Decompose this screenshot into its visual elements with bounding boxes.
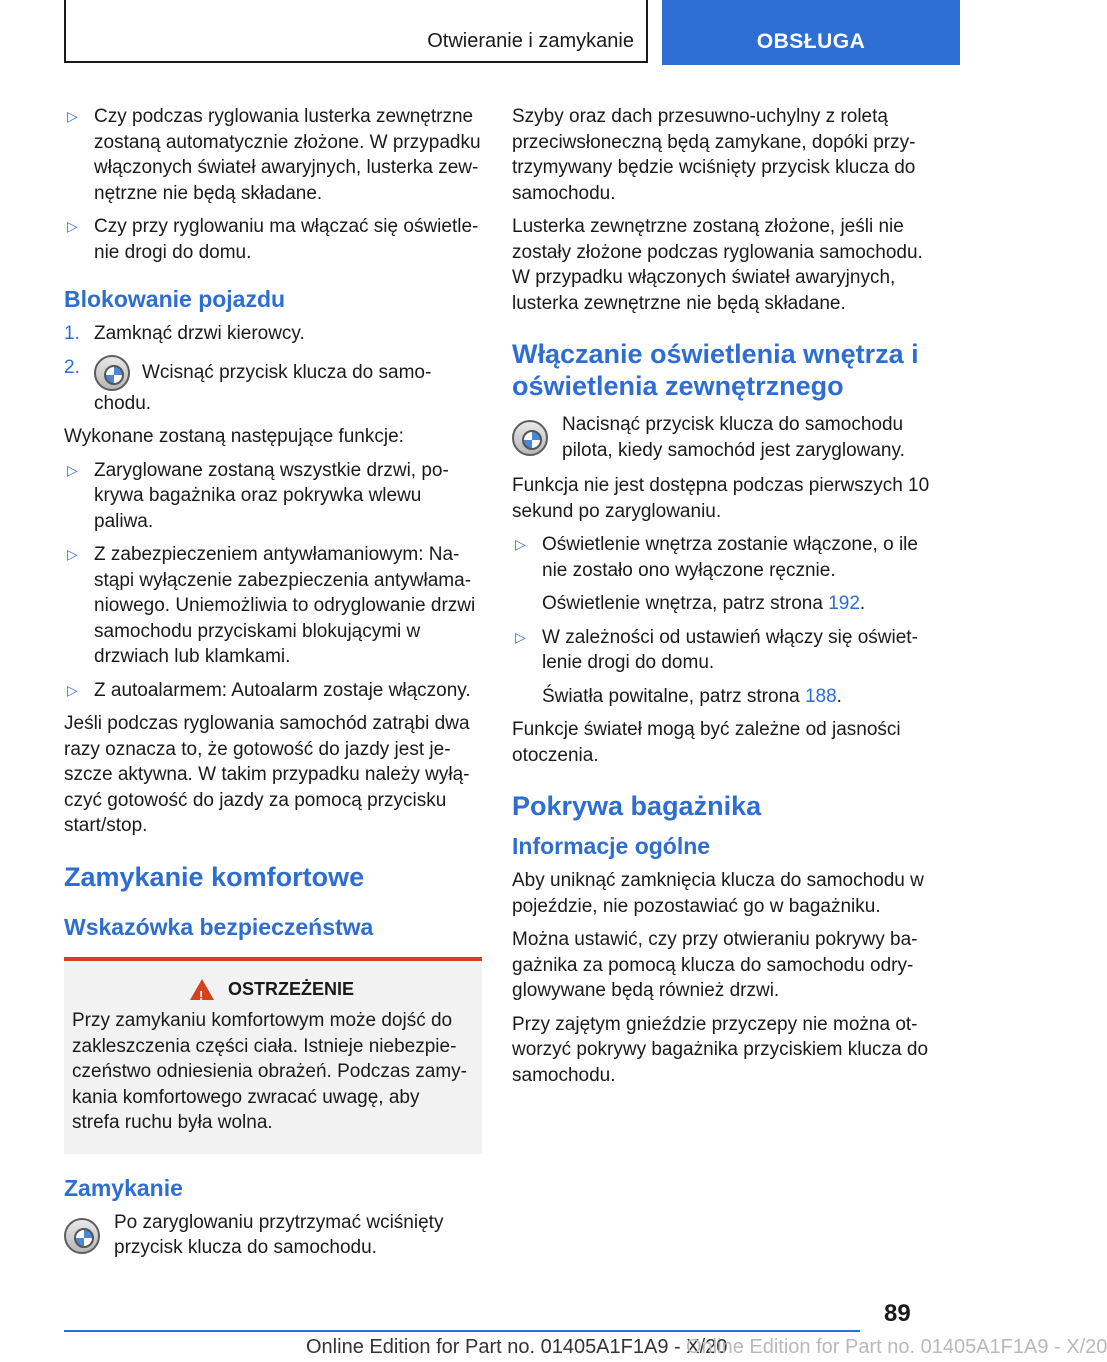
footer-edition: Online Edition for Part no. 01405A1F1A9 - X/20 [306,1336,728,1358]
paragraph: Przy zajętym gnieździe przyczepy nie można ot-worzyć pokrywy bagażnika przyciskiem klucza do samochodu. [512,1013,929,1086]
wlaczanie-instruction: Nacisnąć przycisk klucza do samochodu pilota, kiedy samochód jest zaryglowany. [512,412,932,463]
warning-text: Przy zamykaniu komfortowym może dojść do zakleszczenia części ciała. Istnieje niebezpie-czeństwo odniesienia obrażeń. Podczas zamy-kania komfortowego zwracać uwagę, aby strefa ruchu była wolna. [72,1010,467,1133]
step-item: 1. Zamknąć drzwi kierowcy. [64,323,305,344]
triangle-bullet-icon: ▷ [67,108,78,124]
triangle-bullet-icon: ▷ [67,218,78,234]
triangle-bullet-icon: ▷ [67,681,78,698]
cross-reference: Oświetlenie wnętrza, patrz strona 192. [542,593,866,614]
list-item: ▷ Oświetlenie wnętrza zostanie włączone, o ile nie zostało ono wyłączone ręcznie. [515,534,918,581]
list-item: ▷ Z zabezpieczeniem antywłamaniowym: Na-stąpi wyłączenie zabezpieczenia antywłama-niowego. Uniemożliwia to odryglowanie drzwi samochodu przyciskami blokującymi w drzwiach lub klamkami. [67,544,476,667]
triangle-bullet-icon: ▷ [67,461,78,478]
functions-intro: Wykonane zostaną następujące funkcje: [64,426,404,447]
list-item: ▷ Czy podczas ryglowania lusterka zewnętrzne zostaną automatycznie złożone. W przypadku włączonych świateł awaryjnych, lusterka zew-nętrzne nie będą składane. [67,106,481,204]
cross-reference: Światła powitalne, patrz strona 188. [542,685,842,707]
list-item: ▷ Zaryglowane zostaną wszystkie drzwi, po-krywa bagażnika oraz pokrywka wlewu paliwa. [67,459,449,532]
footer-site: Online Edition for Part no. 01405A1F1A9 - X/20 [686,1336,1107,1358]
heading-wlaczanie: Włączanie oświetlenia wnętrza i oświetlenia zewnętrznego [512,339,919,401]
triangle-bullet-icon: ▷ [515,536,526,552]
page-number: 89 [884,1300,911,1327]
section-tab[interactable]: OBSŁUGA [662,0,960,65]
page-link-192[interactable]: 192 [828,593,860,614]
paragraph: Funkcja nie jest dostępna podczas pierwszych 10 sekund po zaryglowaniu. [512,475,930,522]
warning-title: OSTRZEŻENIE [227,978,354,999]
paragraph: Aby uniknąć zamknięcia klucza do samochodu w pojeździe, nie pozostawiać go w bagażniku. [512,870,924,917]
triangle-bullet-icon: ▷ [515,628,526,645]
car-key-button-icon [512,420,548,456]
horn-note: Jeśli podczas ryglowania samochód zatrąbi dwa razy oznacza to, że gotowość do jazdy jest je-szcze aktywna. W takim przypadku należy wyłą-czyć gotowość do jazdy za pomocą przycisku start/stop. [64,713,470,836]
step-item: 2. Wcisnąć przycisk klucza do samo-chodu. [64,356,432,414]
page-link-188[interactable]: 188 [804,685,837,707]
list-item: ▷ Czy przy ryglowaniu ma włączać się oświetle-nie drogi do domu. [67,216,479,263]
footer-divider [64,1330,860,1332]
warning-header [72,977,472,1003]
paragraph: Funkcje świateł mogą być zależne od jasności otoczenia. [512,719,901,766]
header-frame [64,0,648,63]
zamykanie-instruction: Po zaryglowaniu przytrzymać wciśnięty przycisk klucza do samochodu. [64,1210,482,1261]
warning-box [64,957,482,1154]
paragraph: Można ustawić, czy przy otwieraniu pokrywy ba-gażnika za pomocą klucza do samochodu odry-glowywane będą również drzwi. [512,929,918,1001]
triangle-bullet-icon: ▷ [67,546,78,562]
heading-zamykanie: Zamykanie [64,1174,183,1201]
warning-triangle-icon [190,979,214,1000]
left-column [64,104,482,1271]
heading-wskazowka: Wskazówka bezpieczeństwa [64,913,374,940]
paragraph: Lusterka zewnętrzne zostaną złożone, jeśli nie zostały złożone podczas ryglowania samochodu. W przypadku włączonych świateł awaryjnych, lusterka zewnętrzne nie będą składane. [512,216,923,314]
heading-blokowanie: Blokowanie pojazdu [64,286,286,312]
chapter-title: Otwieranie i zamykanie [427,30,634,52]
right-column [512,104,932,1096]
list-item: ▷ Z autoalarmem: Autoalarm zostaje włączony. [64,678,482,704]
car-key-button-icon [64,1218,100,1254]
heading-komfort: Zamykanie komfortowe [64,861,365,892]
paragraph: Szyby oraz dach przesuwno-uchylny z roletą przeciwsłoneczną będą zamykane, dopóki przy-trzymywany będzie wciśnięty przycisk klucza do samochodu. [512,106,916,204]
heading-pokrywa: Pokrywa bagażnika [512,791,762,821]
car-key-button-icon [94,355,130,391]
list-item: ▷ W zależności od ustawień włączy się oświet-lenie drogi do domu. [515,626,918,673]
heading-informacje: Informacje ogólne [512,833,711,859]
